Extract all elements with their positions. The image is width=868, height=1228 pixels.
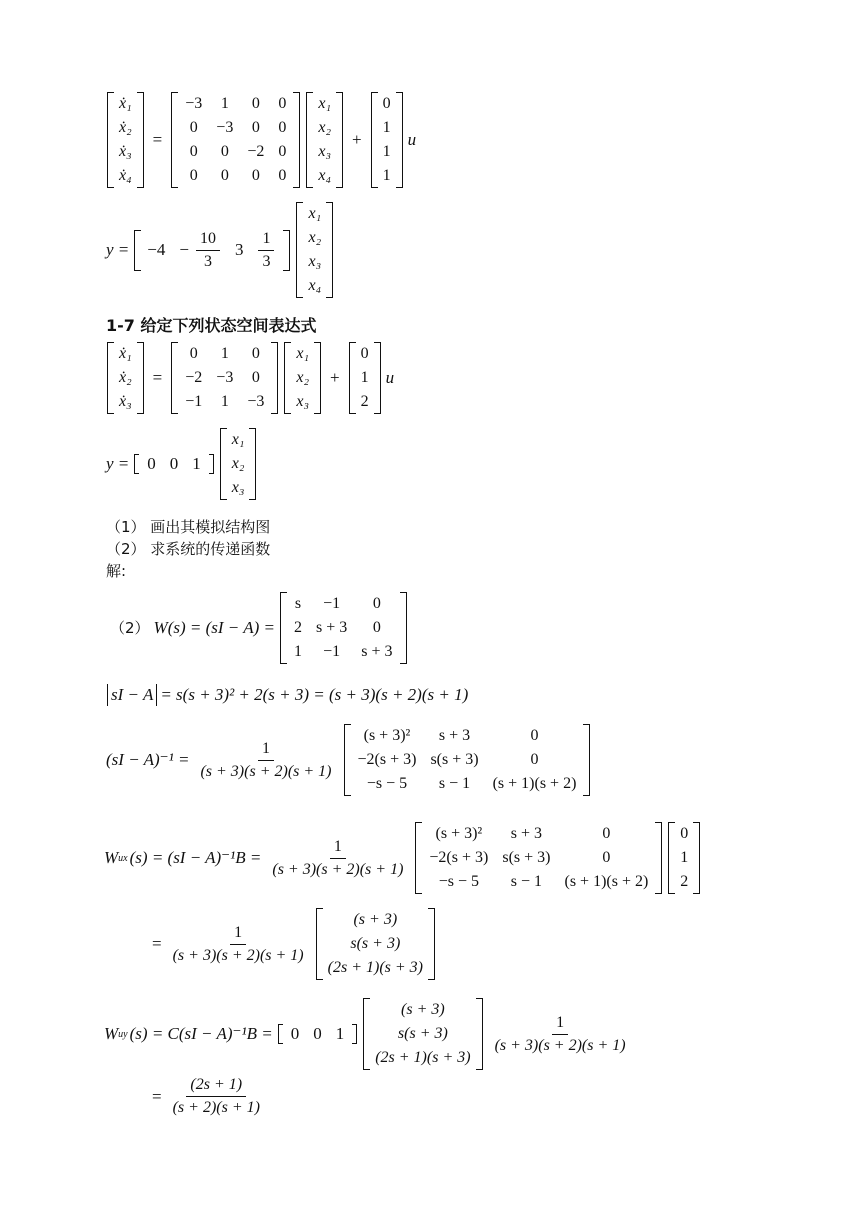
- c-fraction: [258, 230, 274, 271]
- vector-entry: 0: [360, 345, 369, 362]
- scalar-fraction: [169, 924, 308, 965]
- inverse-lhs: (sI − A)⁻¹ =: [106, 750, 190, 769]
- vector-entry: 1: [382, 167, 391, 184]
- matrix-entry: s + 3: [316, 619, 348, 636]
- fraction-denominator: 3: [262, 252, 271, 270]
- xdot-vector: [107, 92, 144, 188]
- state-equation-3d: [104, 342, 396, 414]
- matrix-entry: s − 1: [510, 873, 543, 890]
- matrix-entry: (s + 1)(s + 2): [564, 873, 649, 890]
- matrix-entry: 0: [189, 167, 198, 184]
- matrix-a: [171, 92, 300, 188]
- vector-entry: (s + 3): [353, 911, 398, 928]
- matrix-entry: −s − 5: [366, 775, 408, 792]
- wuy-expression: (s) = C(sI − A)⁻¹B =: [129, 1024, 273, 1043]
- fraction-numerator: 10: [196, 230, 220, 251]
- det-expansion: = s(s + 3)² + 2(s + 3) = (s + 3)(s + 2)(s + 1): [160, 685, 469, 704]
- c-fraction: [196, 230, 220, 271]
- solution-label: 解:: [106, 562, 127, 580]
- wuy-symbol: W: [104, 1024, 119, 1043]
- vector-entry: x₂: [318, 119, 332, 136]
- matrix-entry: (s + 3)²: [435, 825, 483, 842]
- vector-entry: 1: [382, 119, 391, 136]
- matrix-entry: 0: [278, 167, 287, 184]
- scalar-fraction: [196, 740, 335, 781]
- c-entry: 1: [335, 1024, 345, 1043]
- c-entry: −4: [147, 240, 166, 259]
- matrix-entry: 0: [530, 727, 539, 744]
- fraction-numerator: 1: [330, 838, 346, 859]
- matrix-entry: 1: [220, 95, 229, 112]
- matrix-entry: 0: [278, 95, 287, 112]
- matrix-entry: −2(s + 3): [429, 849, 489, 866]
- state-equation-4d: [104, 92, 418, 188]
- matrix-entry: 1: [220, 393, 229, 410]
- vector-entry: (2s + 1)(s + 3): [327, 959, 423, 976]
- vector-entry: (2s + 1)(s + 3): [375, 1049, 471, 1066]
- vector-entry: 1: [680, 849, 689, 866]
- matrix-entry: s − 1: [438, 775, 471, 792]
- matrix-entry: (s + 1)(s + 2): [492, 775, 577, 792]
- output-lhs: y =: [106, 454, 130, 473]
- vector-entry: x₄: [318, 167, 332, 184]
- vector-entry: 0: [680, 825, 689, 842]
- matrix-entry: 0: [602, 825, 611, 842]
- wuy-equation: [104, 998, 635, 1070]
- fraction-denominator: (s + 3)(s + 2)(s + 1): [200, 762, 332, 780]
- vector-entry: x₁: [318, 95, 332, 112]
- matrix-entry: 0: [189, 119, 198, 136]
- b-vector: [668, 822, 700, 894]
- task-item: （2） 求系统的传递函数: [106, 540, 271, 558]
- c-row-vector: [134, 230, 290, 271]
- equals-sign: =: [152, 1086, 162, 1106]
- wux-result: [150, 908, 438, 980]
- vector-entry: ẋ₁: [119, 95, 132, 112]
- vector-entry: x₄: [308, 277, 322, 294]
- matrix-entry: −1: [323, 643, 341, 660]
- vector-entry: ẋ₃: [119, 143, 132, 160]
- vector-entry: s(s + 3): [397, 1025, 448, 1042]
- vector-entry: ẋ₁: [119, 345, 132, 362]
- fraction-denominator: (s + 3)(s + 2)(s + 1): [172, 946, 304, 964]
- matrix-entry: 0: [530, 751, 539, 768]
- matrix-entry: −2: [185, 369, 203, 386]
- abs-bar-left: [107, 684, 108, 706]
- matrix-entry: 0: [251, 167, 260, 184]
- matrix-entry: (s + 3)²: [363, 727, 411, 744]
- vector-entry: 1: [360, 369, 369, 386]
- x-vector: [220, 428, 257, 500]
- matrix-entry: 0: [278, 119, 287, 136]
- equals-sign: =: [152, 934, 162, 953]
- vector-entry: s(s + 3): [350, 935, 401, 952]
- inverse-equation: [104, 724, 593, 796]
- wuy-subscript: uy: [118, 1028, 128, 1040]
- fraction-denominator: (s + 2)(s + 1): [172, 1099, 260, 1116]
- matrix-entry: −2: [247, 143, 265, 160]
- x-vector: [296, 202, 333, 298]
- equals-sign: =: [152, 130, 163, 149]
- vector-entry: 1: [382, 143, 391, 160]
- vector-entry: x₂: [308, 229, 322, 246]
- fraction-numerator: 1: [258, 740, 274, 761]
- matrix-entry: s: [294, 595, 302, 612]
- vector-entry: x₂: [296, 369, 310, 386]
- matrix-entry: −3: [185, 95, 203, 112]
- wux-symbol: W: [104, 848, 119, 867]
- vector-entry: x₃: [318, 143, 332, 160]
- c-entry: 0: [147, 454, 156, 473]
- vector-entry: x₁: [231, 431, 245, 448]
- vector-entry: ẋ₃: [119, 393, 132, 410]
- vector-entry: x₃: [308, 253, 322, 270]
- fraction-denominator: (s + 3)(s + 2)(s + 1): [272, 860, 404, 878]
- c-entry: 3: [234, 240, 244, 259]
- matrix-entry: 1: [220, 345, 229, 362]
- problem-heading: 1-7 给定下列状态空间表达式: [106, 316, 317, 335]
- vector-entry: x₃: [296, 393, 310, 410]
- vector-entry: x₁: [308, 205, 322, 222]
- matrix-entry: 1: [294, 643, 302, 660]
- vector-entry: x₁: [296, 345, 310, 362]
- matrix-entry: s + 3: [361, 643, 393, 660]
- task-list: [106, 516, 270, 582]
- vector-entry: ẋ₂: [119, 119, 132, 136]
- matrix-entry: −1: [185, 393, 203, 410]
- output-equation-3d: [104, 428, 259, 500]
- vector-entry: ẋ₄: [119, 167, 132, 184]
- input-u: u: [385, 368, 395, 387]
- b-vector: [371, 92, 403, 188]
- matrix-entry: −3: [216, 369, 234, 386]
- matrix-entry: −s − 5: [438, 873, 480, 890]
- fraction-numerator: 1: [230, 924, 246, 945]
- vector-entry: ẋ₂: [119, 369, 132, 386]
- fraction-numerator: (2s + 1): [186, 1076, 246, 1097]
- matrix-a: [171, 342, 278, 414]
- matrix-entry: 0: [220, 167, 229, 184]
- abs-bar-right: [156, 684, 157, 706]
- matrix-entry: 0: [189, 345, 198, 362]
- fraction-numerator: 1: [258, 230, 274, 251]
- c-entry: 0: [290, 1024, 300, 1043]
- result-vector: [363, 998, 482, 1070]
- output-equation-4d: [104, 202, 336, 298]
- matrix-entry: −1: [323, 595, 341, 612]
- equals-sign: =: [152, 368, 163, 387]
- transfer-function-fraction: [169, 1076, 264, 1117]
- c-entry: 0: [169, 454, 179, 473]
- c-row-vector: [134, 454, 214, 474]
- matrix-entry: 0: [372, 619, 381, 636]
- scalar-fraction: [491, 1014, 630, 1055]
- si-minus-a-matrix: [280, 592, 407, 664]
- step-w-matrix: [108, 592, 410, 664]
- vector-entry: 2: [360, 393, 369, 410]
- matrix-entry: 0: [189, 143, 198, 160]
- x-vector: [306, 92, 343, 188]
- xdot-vector: [107, 342, 144, 414]
- plus-sign: +: [352, 130, 362, 149]
- vector-entry: 0: [382, 95, 391, 112]
- matrix-entry: s + 3: [438, 727, 471, 744]
- matrix-entry: 0: [251, 119, 260, 136]
- wuy-result: [150, 1076, 269, 1117]
- matrix-entry: 0: [602, 849, 611, 866]
- matrix-entry: s(s + 3): [430, 751, 479, 768]
- det-argument: sI − A: [111, 685, 154, 704]
- vector-entry: 2: [680, 873, 689, 890]
- matrix-entry: s(s + 3): [502, 849, 551, 866]
- fraction-numerator: 1: [552, 1014, 568, 1035]
- matrix-entry: 0: [220, 143, 229, 160]
- x-vector: [284, 342, 321, 414]
- scalar-fraction: [268, 838, 407, 879]
- adjugate-matrix: [415, 822, 662, 894]
- matrix-entry: 0: [251, 369, 260, 386]
- fraction-denominator: (s + 3)(s + 2)(s + 1): [494, 1036, 626, 1054]
- c-row-vector: [278, 1024, 358, 1044]
- wux-expression: (s) = (sI − A)⁻¹B =: [129, 848, 262, 867]
- plus-sign: +: [330, 368, 340, 387]
- wux-equation: [104, 822, 703, 894]
- matrix-entry: 0: [251, 345, 260, 362]
- task-item: （1） 画出其模拟结构图: [106, 518, 271, 536]
- matrix-entry: −3: [216, 119, 234, 136]
- matrix-entry: 0: [278, 143, 287, 160]
- step-prefix: （2）: [110, 619, 150, 637]
- b-vector: [349, 342, 381, 414]
- adjugate-matrix: [344, 724, 591, 796]
- fraction-denominator: 3: [203, 252, 212, 270]
- step-expression: W(s) = (sI − A) =: [153, 618, 275, 637]
- c-entry: 0: [313, 1024, 322, 1043]
- c-sign: −: [179, 240, 189, 259]
- matrix-entry: −3: [247, 393, 265, 410]
- matrix-entry: s + 3: [510, 825, 543, 842]
- vector-entry: x₂: [231, 455, 245, 472]
- result-vector: [316, 908, 435, 980]
- determinant-line: [104, 684, 468, 706]
- vector-entry: (s + 3): [401, 1001, 445, 1018]
- matrix-entry: 0: [372, 595, 381, 612]
- vector-entry: x₃: [231, 479, 245, 496]
- matrix-entry: 0: [251, 95, 260, 112]
- output-lhs: y =: [106, 240, 130, 259]
- input-u: u: [407, 130, 417, 149]
- wux-subscript: ux: [118, 852, 128, 864]
- matrix-entry: 2: [294, 619, 302, 636]
- matrix-entry: −2(s + 3): [357, 751, 417, 768]
- c-entry: 1: [192, 454, 201, 473]
